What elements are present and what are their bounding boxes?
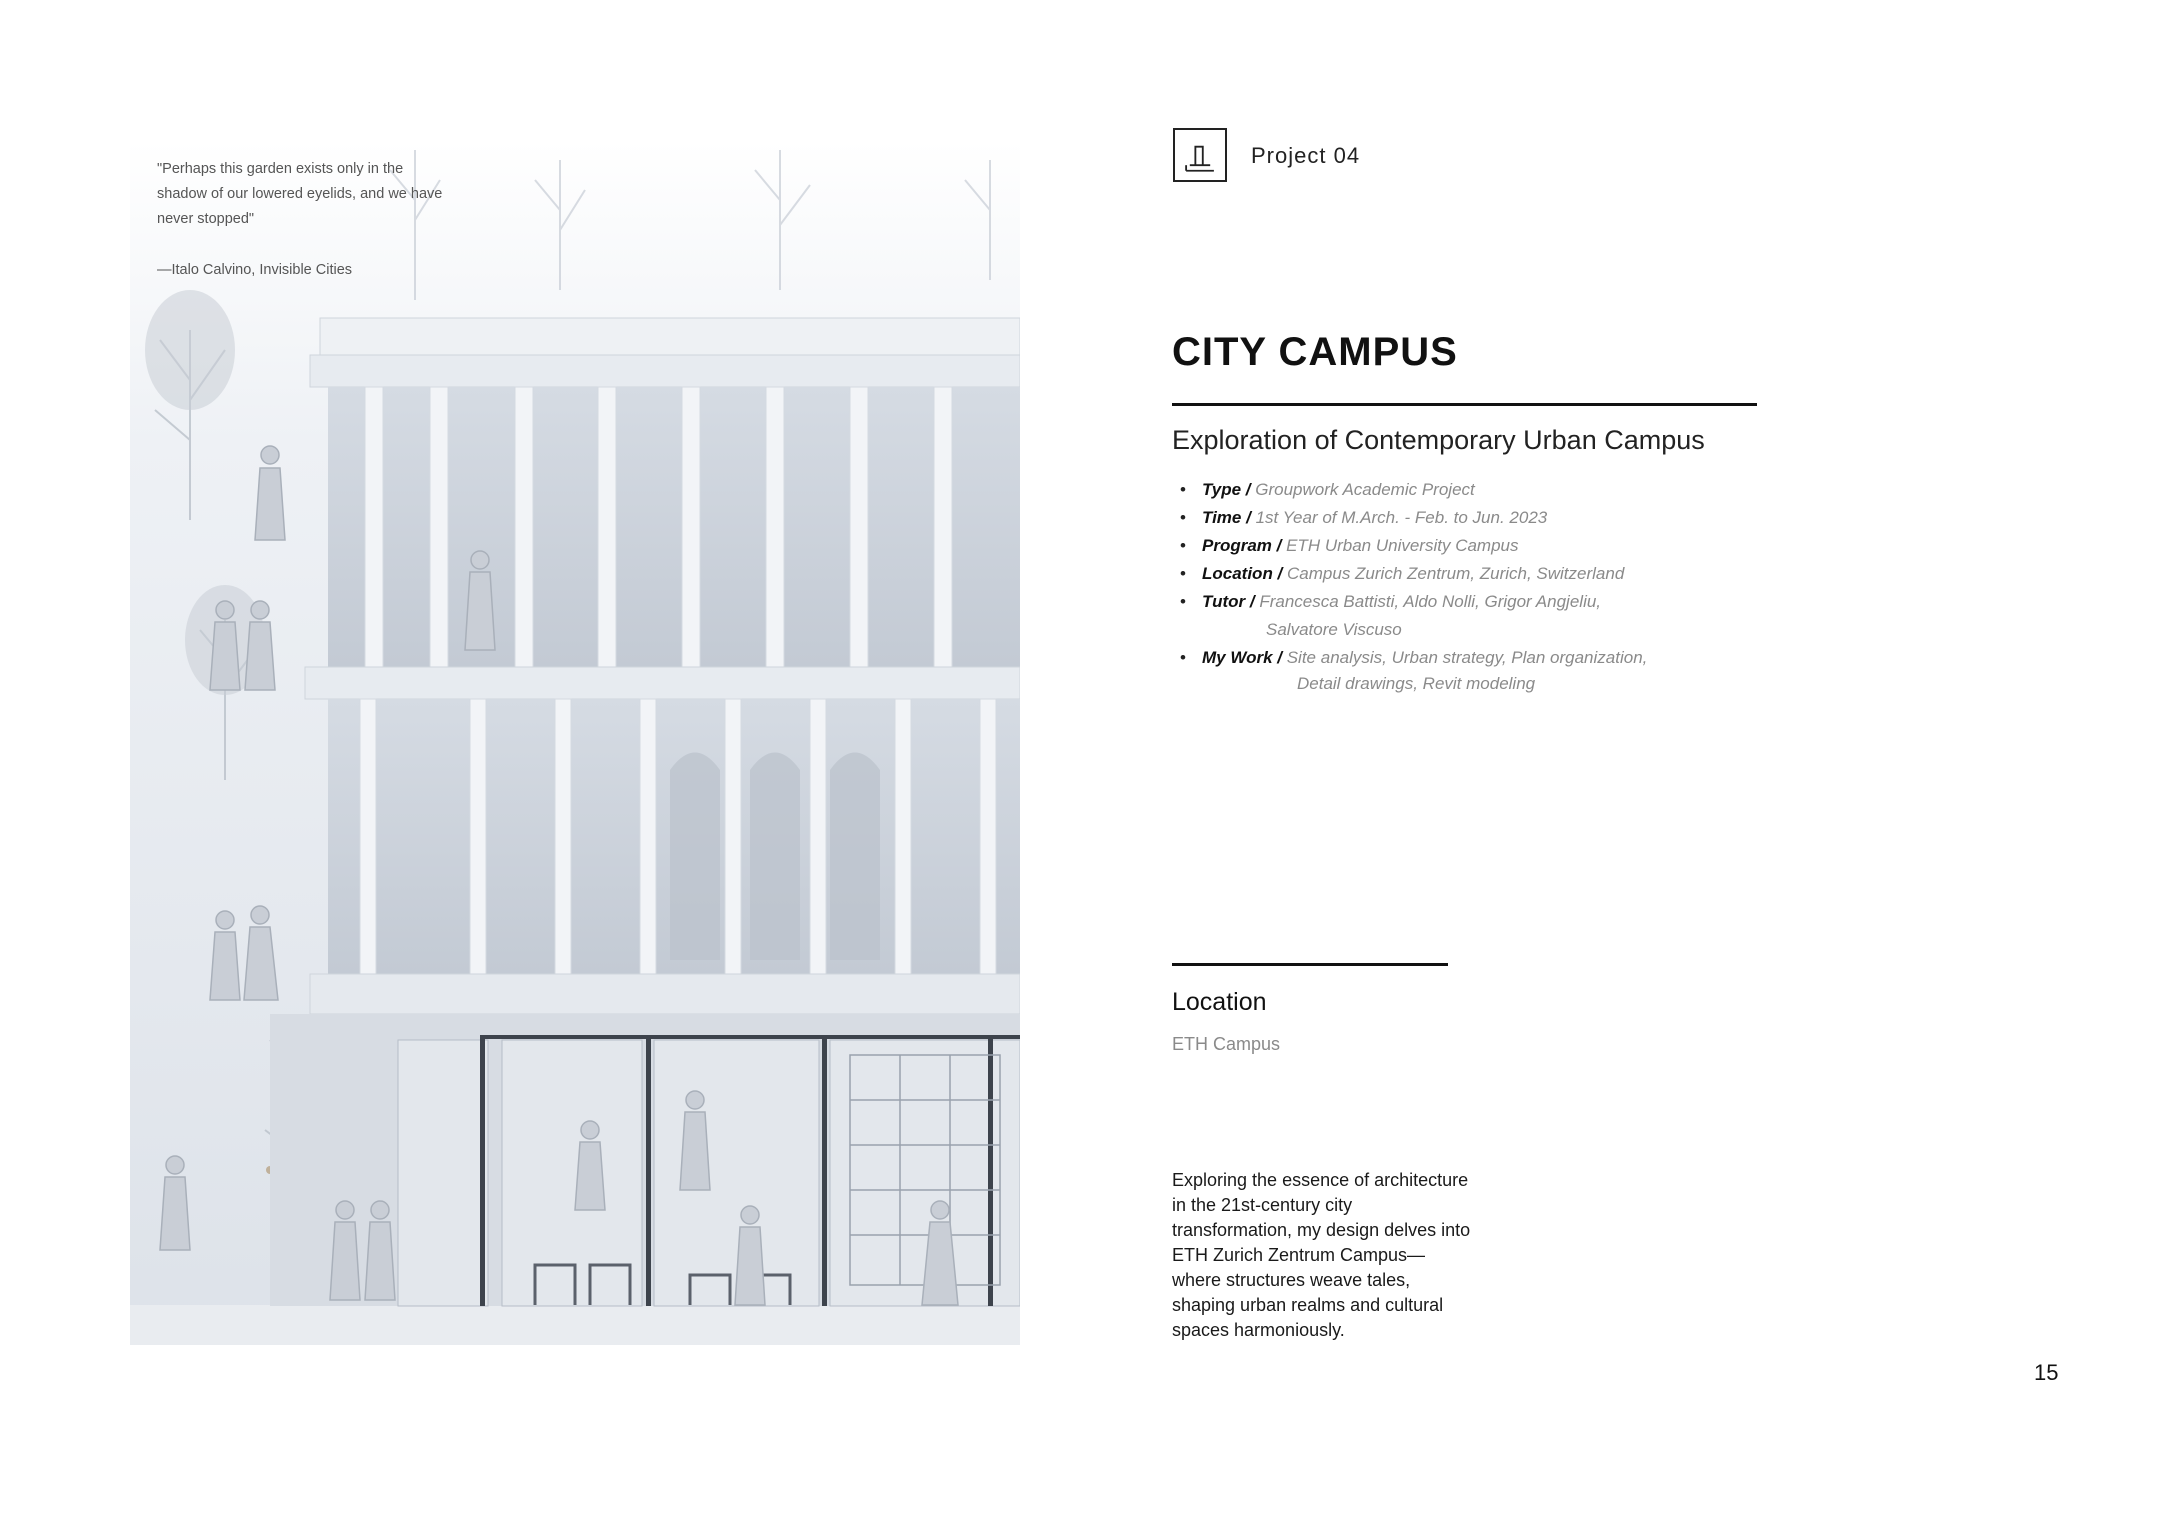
- bullet: •: [1180, 592, 1186, 611]
- bullet: •: [1180, 648, 1186, 667]
- bullet: •: [1180, 564, 1186, 583]
- info-value: ETH Urban University Campus: [1286, 536, 1519, 555]
- info-key: Location /: [1202, 564, 1283, 583]
- location-value: ETH Campus: [1172, 1034, 1281, 1054]
- info-key: My Work /: [1202, 648, 1282, 667]
- epigraph: [157, 157, 457, 283]
- info-value-cont: Salvatore Viscuso: [1266, 620, 1402, 639]
- info-key: Time /: [1202, 508, 1251, 527]
- info-item-tutor: [1180, 588, 1780, 644]
- project-info-list: [1180, 476, 1780, 696]
- info-value: 1st Year of M.Arch. - Feb. to Jun. 2023: [1255, 508, 1548, 527]
- info-value: Francesca Battisti, Aldo Nolli, Grigor Angjeliu,: [1259, 592, 1602, 611]
- page-subtitle: Exploration of Contemporary Urban Campus: [1172, 425, 1705, 455]
- quote-text: "Perhaps this garden exists only in the shadow of our lowered eyelids, and we have never stopped": [157, 161, 443, 227]
- info-value-cont: Detail drawings, Revit modeling: [1297, 674, 1536, 693]
- info-item-time: [1180, 504, 1780, 532]
- info-item-my-work: [1180, 644, 1780, 696]
- location-heading: Location: [1172, 988, 1267, 1016]
- building-section-icon: [1173, 128, 1227, 182]
- bullet: •: [1180, 508, 1186, 527]
- page-title: CITY CAMPUS: [1172, 330, 1458, 374]
- info-item-type: [1180, 476, 1780, 504]
- info-key: Tutor /: [1202, 592, 1255, 611]
- info-key: Type /: [1202, 480, 1251, 499]
- project-description: Exploring the essence of architecture in the 21st-century city transformation, my design delves into ETH Zurich Zentrum Campus—where structures weave tales, shaping urban realms and cultural spaces harmoniously.: [1172, 1170, 1471, 1340]
- location-divider: [1172, 963, 1448, 966]
- page-number: 15: [2034, 1360, 2059, 1385]
- info-item-location: [1180, 560, 1780, 588]
- bullet: •: [1180, 480, 1186, 499]
- info-value: Campus Zurich Zentrum, Zurich, Switzerland: [1287, 564, 1625, 583]
- bullet: •: [1180, 536, 1186, 555]
- info-key: Program /: [1202, 536, 1282, 555]
- title-divider: [1172, 403, 1757, 406]
- quote-attribution: —Italo Calvino, Invisible Cities: [157, 262, 353, 278]
- project-label: Project 04: [1251, 143, 1361, 168]
- info-item-program: [1180, 532, 1780, 560]
- info-value: Groupwork Academic Project: [1255, 480, 1475, 499]
- info-value: Site analysis, Urban strategy, Plan organization,: [1286, 648, 1648, 667]
